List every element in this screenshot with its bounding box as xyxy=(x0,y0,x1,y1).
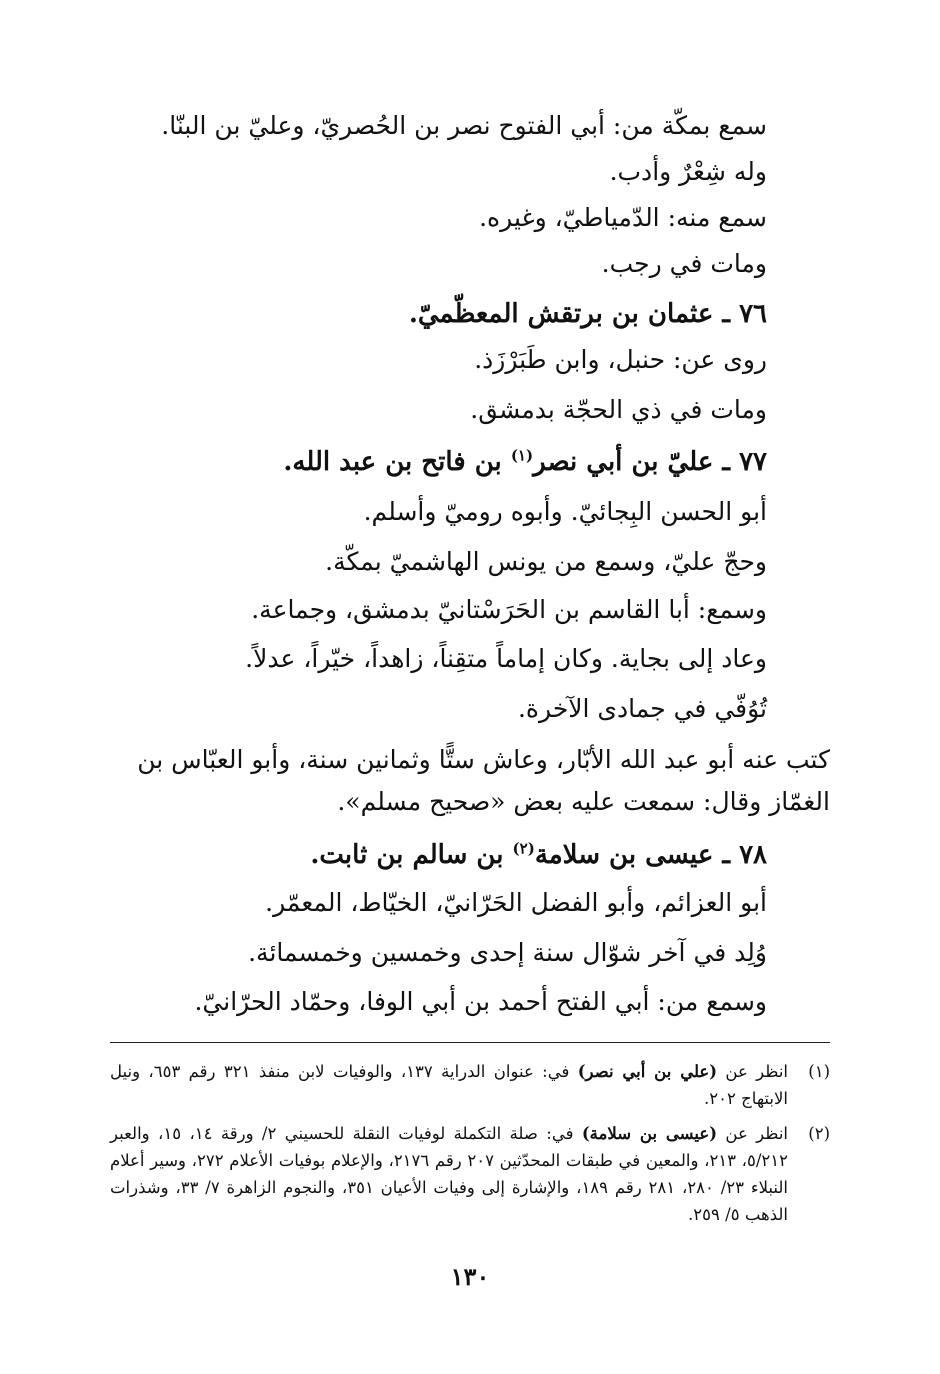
footnote-subject: (عيسى بن سلامة) xyxy=(581,1124,718,1143)
footnote-divider xyxy=(110,1042,830,1043)
body-line: أبو العزائم، وأبو الفضل الحَرّانيّ، الخيّاط، المعمّر. xyxy=(265,888,767,917)
footnote-ref: (٢) xyxy=(512,839,535,858)
body-line: وحجّ عليّ، وسمع من يونس الهاشميّ بمكّة. xyxy=(325,547,767,576)
footnote-2 xyxy=(110,1120,830,1228)
body-line: كتب عنه أبو عبد الله الأبّار، وعاش ستًّا وثمانين سنة، وأبو العبّاس بن xyxy=(137,745,830,774)
body-line: وسمع: أبا القاسم بن الحَرَسْتانيّ بدمشق، وجماعة. xyxy=(251,595,767,624)
page-number: ١٣٠ xyxy=(450,1262,490,1291)
footnote-text xyxy=(110,1058,788,1112)
body-line: روى عن: حنبل، وابن طَبَرْزَذ. xyxy=(474,345,767,374)
footnote-subject: (علي بن أبي نصر) xyxy=(577,1062,718,1081)
entry-heading-76: ٧٦ ـ عثمان بن برتقش المعظّميّ. xyxy=(408,299,767,329)
entry-heading-78 xyxy=(310,838,767,872)
body-line: وسمع من: أبي الفتح أحمد بن أبي الوفا، وحمّاد الحرّانيّ. xyxy=(194,987,767,1016)
footnote-text xyxy=(110,1120,788,1228)
footnote-1 xyxy=(110,1058,830,1112)
body-line: أبو الحسن البِجائيّ. وأبوه روميّ وأسلم. xyxy=(363,497,767,526)
footnote-number: (١) xyxy=(808,1062,830,1081)
body-line: ومات في رجب. xyxy=(601,249,767,278)
heading-part: ٧٨ ـ عيسى بن سلامة xyxy=(534,840,767,870)
footnote-body: في: صلة التكملة لوفيات النقلة للحسيني ٢/ ورقة ١٤، ١٥، والعبر ٥/٢١٢، ٢١٣، والمعين في طبقات المحدّثين ٢٠٧ رقم ٢١٧٦، والإعلام بوفيات الأعلام ٢٧٢، وسير أعلام النبلاء ٢٣/ ٢٨٠، ٢٨١ رقم ١٨٩، والإشارة إلى وفيات الأعيان ٣٥١، والنجوم الزاهرة ٧/ ٣٣، وشذرات الذهب ٥/ ٢٥٩. xyxy=(110,1124,789,1224)
footnote-ref: (١) xyxy=(510,446,534,465)
body-line: تُوُفّي في جمادى الآخرة. xyxy=(517,694,767,723)
body-line: وله شِعْرٌ وأدب. xyxy=(609,157,767,186)
heading-part: بن فاتح بن عبد الله. xyxy=(283,447,511,477)
footnote-body: في: عنوان الدراية ١٣٧، والوفيات لابن منفذ ٣٢١ رقم ٦٥٣، ونيل الابتهاج ٢٠٢. xyxy=(110,1062,788,1108)
footnote-prefix: انظر عن xyxy=(717,1124,789,1143)
body-line: سمع منه: الدّمياطيّ، وغيره. xyxy=(479,203,767,232)
footnote-number: (٢) xyxy=(808,1124,830,1143)
body-line: وعاد إلى بجاية. وكان إماماً متقِناً، زاهداً، خيّراً، عدلاً. xyxy=(245,644,767,673)
footnote-prefix: انظر عن xyxy=(717,1062,789,1081)
body-line: سمع بمكّة من: أبي الفتوح نصر بن الحُصريّ، وعليّ بن البنّا. xyxy=(161,111,767,140)
entry-heading-77 xyxy=(283,445,767,479)
heading-part: بن سالم بن ثابت. xyxy=(310,840,513,870)
body-line: وُلِد في آخر شوّال سنة إحدى وخمسين وخمسمائة. xyxy=(248,938,767,967)
body-line: الغمّاز وقال: سمعت عليه بعض «صحيح مسلم». xyxy=(337,787,830,816)
body-line: ومات في ذي الحجّة بدمشق. xyxy=(470,395,767,424)
heading-part: ٧٧ ـ عليّ بن أبي نصر xyxy=(533,447,767,477)
